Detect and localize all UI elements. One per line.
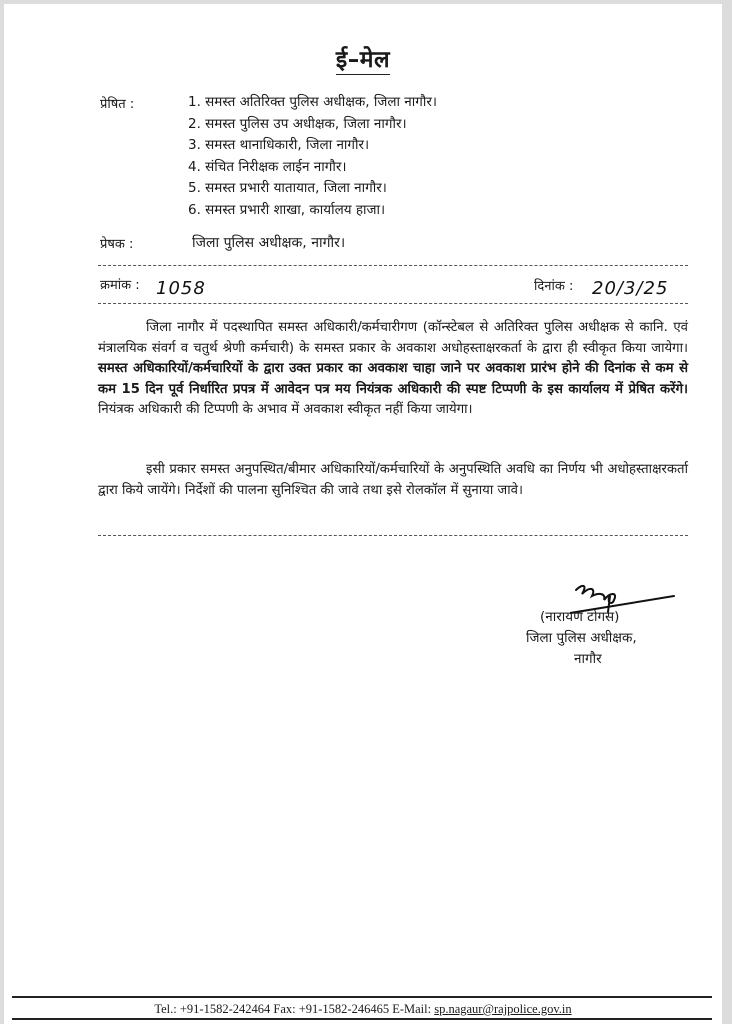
paragraph-text: जिला नागौर में पदस्थापित समस्त अधिकारी/कर्मचारीगण (कॉन्स्टेबल से अतिरिक्त पुलिस अधीक्षक से कानि. एवं मंत्रालयिक संवर्ग व चतुर्थ श्रेणी कर्मचारी) के समस्त प्रकार के अवकाश अधोहस्ताक्षरकर्ता के द्वारा ही स्वीकृत किया जायेगा। bbox=[98, 320, 688, 356]
reference-label: क्रमांक : bbox=[100, 278, 140, 293]
signatory-place: नागौर bbox=[574, 651, 602, 667]
reference-number: 1058 bbox=[156, 278, 206, 299]
footer-rule-bottom bbox=[12, 1018, 712, 1020]
contact-info: Tel.: +91-1582-242464 Fax: +91-1582-246465 E-Mail: bbox=[154, 1002, 435, 1016]
email-link[interactable]: sp.nagaur@rajpolice.gov.in bbox=[434, 1002, 572, 1016]
signatory-name: (नारायण टोगस) bbox=[540, 609, 620, 625]
paragraph-bold-text: समस्त अधिकारियों/कर्मचारियों के द्वारा उक्त प्रकार का अवकाश चाहा जाने पर अवकाश प्रारंभ होने की दिनांक से कम से कम 15 दिन पूर्व निर्धारित प्रपत्र में आवेदन पत्र मय नियंत्रक अधिकारी की स्पष्ट टिप्पणी के इस कार्यालय में प्रेषित करेंगे। bbox=[98, 361, 688, 397]
footer-rule-top bbox=[12, 996, 712, 998]
recipients-list bbox=[188, 92, 437, 221]
document-title bbox=[4, 42, 722, 74]
date-label: दिनांक : bbox=[534, 279, 574, 294]
paragraph-text: नियंत्रक अधिकारी की टिप्पणी के अभाव में अवकाश स्वीकृत नहीं किया जायेगा। bbox=[98, 402, 473, 417]
footer-contact bbox=[4, 1002, 722, 1017]
paragraph-text: इसी प्रकार समस्त अनुपस्थित/बीमार अधिकारियों/कर्मचारियों के अनुपस्थिति अवधि का निर्णय भी अधोहस्ताक्षरकर्ता द्वारा किये जायेंगे। निर्देशों की पालना सुनिश्चित की जावे तथा इसे रोलकॉल में सुनाया जावे। bbox=[98, 462, 688, 498]
signatory-designation: जिला पुलिस अधीक्षक, bbox=[526, 630, 637, 646]
sender-value: जिला पुलिस अधीक्षक, नागौर। bbox=[192, 235, 346, 251]
recipient-item: 2. समस्त पुलिस उप अधीक्षक, जिला नागौर। bbox=[188, 115, 407, 132]
paragraph-absence-policy bbox=[98, 460, 688, 501]
recipient-item: 4. संचित निरीक्षक लाईन नागौर। bbox=[188, 158, 347, 175]
recipient-item: 1. समस्त अतिरिक्त पुलिस अधीक्षक, जिला नागौर। bbox=[188, 94, 438, 110]
divider bbox=[98, 303, 688, 304]
recipients-label: प्रेषित : bbox=[100, 97, 135, 112]
title-text: ई–मेल bbox=[335, 47, 391, 73]
paragraph-leave-policy bbox=[98, 318, 688, 421]
recipient-item: 5. समस्त प्रभारी यातायात, जिला नागौर। bbox=[188, 180, 387, 196]
signature-block bbox=[526, 607, 637, 670]
divider bbox=[98, 265, 688, 266]
recipient-item: 6. समस्त प्रभारी शाखा, कार्यालय हाजा। bbox=[188, 201, 386, 218]
date-value: 20/3/25 bbox=[592, 278, 669, 299]
recipient-item: 3. समस्त थानाधिकारी, जिला नागौर। bbox=[188, 137, 370, 153]
document-page bbox=[4, 4, 722, 1024]
sender-label: प्रेषक : bbox=[100, 237, 134, 252]
divider bbox=[98, 535, 688, 536]
